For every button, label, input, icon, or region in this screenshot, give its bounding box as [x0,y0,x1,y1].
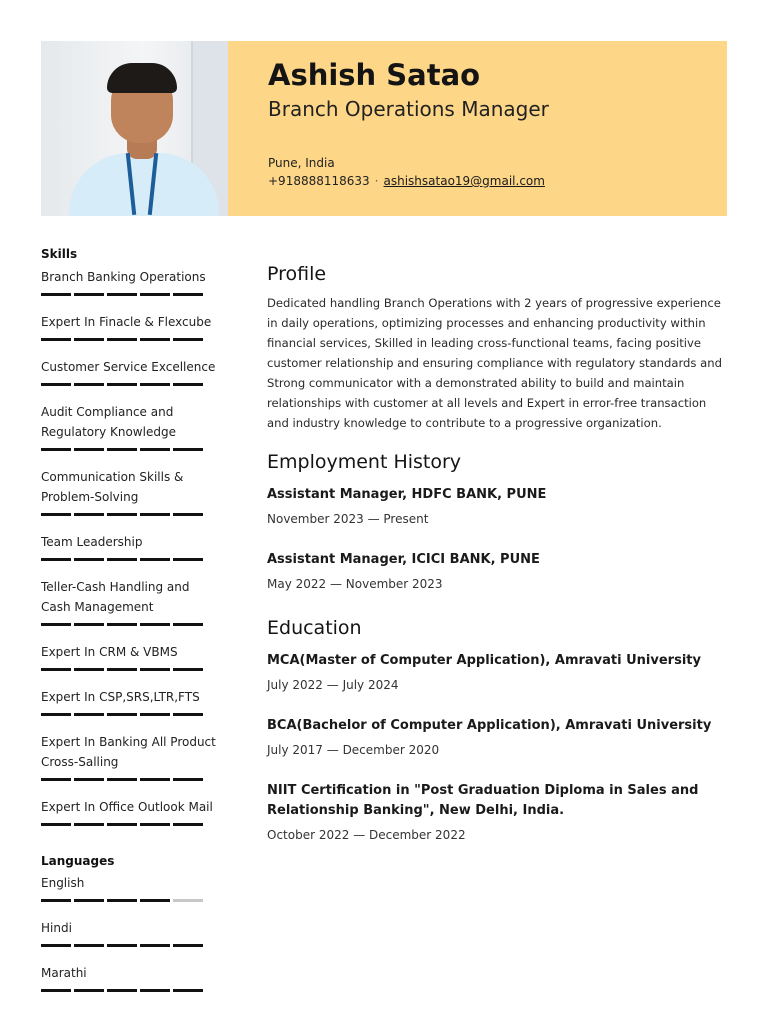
level-segment [107,448,137,451]
level-segment [140,293,170,296]
skill-item-level-bar [41,668,204,671]
language-item-name: Hindi [41,921,72,935]
skill-item-name: Team Leadership [41,535,143,549]
job-title: Assistant Manager, HDFC BANK, PUNE [267,487,547,502]
level-segment [173,338,203,341]
level-segment [74,668,104,671]
certification-title: NIIT Certification in "Post Graduation Diploma in Sales and Relationship Banking", New Delhi, India. [267,783,699,818]
job-dates: November 2023 — Present [267,512,429,526]
sidebar [41,247,216,1008]
level-segment [74,899,104,902]
employment-entry [267,550,729,593]
resume-header [41,41,727,216]
education-entry [267,716,729,759]
skill-item-name: Teller-Cash Handling and Cash Management [41,580,190,614]
contact-separator: · [374,174,379,188]
level-segment [140,558,170,561]
level-segment [140,823,170,826]
skill-item-level-bar [41,558,204,561]
level-segment [74,558,104,561]
photo-hair [107,63,177,93]
level-segment [107,668,137,671]
level-segment [107,338,137,341]
level-segment [74,823,104,826]
level-segment [173,668,203,671]
degree-dates: July 2022 — July 2024 [267,678,399,692]
level-segment [41,899,71,902]
level-segment [74,513,104,516]
level-segment [74,713,104,716]
level-segment [173,383,203,386]
level-segment [140,383,170,386]
level-segment [74,293,104,296]
contact-line [268,174,545,188]
education-section [267,617,729,844]
profile-heading: Profile [267,263,327,285]
level-segment [107,823,137,826]
skill-item [41,577,216,626]
skill-item-name: Expert In CRM & VBMS [41,645,178,659]
skill-item-level-bar [41,293,204,296]
skill-item-name: Communication Skills & Problem-Solving [41,470,184,504]
skill-item-level-bar [41,338,204,341]
level-segment [107,989,137,992]
skill-item [41,467,216,516]
job-dates: May 2022 — November 2023 [267,577,443,591]
level-segment [140,989,170,992]
level-segment [173,778,203,781]
education-heading: Education [267,617,362,639]
employment-section [267,451,729,593]
level-segment [107,293,137,296]
certification-dates: October 2022 — December 2022 [267,828,466,842]
skill-item-level-bar [41,778,204,781]
skill-item-name: Audit Compliance and Regulatory Knowledge [41,405,176,439]
level-segment [107,778,137,781]
level-segment [140,668,170,671]
level-segment [74,623,104,626]
certification-entry [267,781,729,844]
skill-item [41,312,216,341]
language-item-name: English [41,876,85,890]
skill-item-level-bar [41,448,204,451]
level-segment [41,713,71,716]
degree-title: BCA(Bachelor of Computer Application), Amravati University [267,718,712,733]
skill-item [41,797,216,826]
level-segment [173,823,203,826]
skill-item-name: Expert In Office Outlook Mail [41,800,213,814]
languages-list [41,873,216,992]
level-segment [107,899,137,902]
skill-item-level-bar [41,383,204,386]
language-item [41,873,216,902]
level-segment [140,448,170,451]
employment-entry [267,485,729,528]
skill-item-name: Expert In Finacle & Flexcube [41,315,212,329]
profile-summary: Dedicated handling Branch Operations with 2 years of progressive experience in daily operations, optimizing processes and enhancing productivity within financial services, Skilled in leading cross-functional teams, facing positive customer relationship and ensuring compliance with regulatory standards and Strong communicator with a demonstrated ability to build and maintain relationships with customer at all levels and Expert in error-free transaction and industry knowledge to contribute to a progressive organization. [267,296,722,430]
skill-item [41,267,216,296]
email-link[interactable]: ashishsatao19@gmail.com [383,174,545,188]
level-segment [41,823,71,826]
level-segment [140,778,170,781]
skill-item [41,642,216,671]
language-item-level-bar [41,944,204,947]
level-segment [173,623,203,626]
skill-item-name: Customer Service Excellence [41,360,216,374]
skill-item [41,532,216,561]
level-segment [41,448,71,451]
level-segment [107,623,137,626]
level-segment [173,513,203,516]
degree-dates: July 2017 — December 2020 [267,743,440,757]
level-segment [41,668,71,671]
level-segment [173,558,203,561]
level-segment [41,293,71,296]
skills-heading: Skills [41,247,78,261]
skill-item-level-bar [41,513,204,516]
skill-item-level-bar [41,823,204,826]
level-segment [173,293,203,296]
employment-heading: Employment History [267,451,462,473]
level-segment [140,623,170,626]
level-segment [74,944,104,947]
job-title: Assistant Manager, ICICI BANK, PUNE [267,552,540,567]
level-segment [140,338,170,341]
level-segment [74,338,104,341]
level-segment [173,899,203,902]
skill-item-level-bar [41,623,204,626]
level-segment [41,778,71,781]
skill-item [41,687,216,716]
language-item [41,963,216,992]
language-item [41,918,216,947]
level-segment [41,383,71,386]
level-segment [74,383,104,386]
language-item-name: Marathi [41,966,87,980]
level-segment [173,944,203,947]
language-item-level-bar [41,899,204,902]
level-segment [41,338,71,341]
phone-number: +918888118633 [268,174,370,188]
skill-item [41,402,216,451]
level-segment [41,989,71,992]
level-segment [41,558,71,561]
level-segment [41,623,71,626]
main-content [267,263,729,844]
level-segment [107,558,137,561]
level-segment [107,944,137,947]
skill-item [41,357,216,386]
level-segment [173,713,203,716]
level-segment [173,989,203,992]
level-segment [74,989,104,992]
skill-item-level-bar [41,713,204,716]
languages-heading: Languages [41,854,115,868]
profile-photo [41,41,228,216]
skill-item-name: Expert In Banking All Product Cross-Salling [41,735,216,769]
languages-section [41,854,216,992]
skill-item-name: Branch Banking Operations [41,270,206,284]
level-segment [107,383,137,386]
level-segment [41,513,71,516]
level-segment [140,513,170,516]
skills-list [41,267,216,826]
level-segment [173,448,203,451]
education-entry [267,651,729,694]
language-item-level-bar [41,989,204,992]
level-segment [140,944,170,947]
degree-title: MCA(Master of Computer Application), Amravati University [267,653,701,668]
level-segment [41,944,71,947]
skill-item [41,732,216,781]
level-segment [140,713,170,716]
candidate-title: Branch Operations Manager [268,97,549,121]
candidate-name: Ashish Satao [268,58,481,92]
level-segment [107,713,137,716]
level-segment [74,778,104,781]
level-segment [107,513,137,516]
candidate-location: Pune, India [268,156,335,170]
skill-item-name: Expert In CSP,SRS,LTR,FTS [41,690,200,704]
level-segment [74,448,104,451]
level-segment [140,899,170,902]
